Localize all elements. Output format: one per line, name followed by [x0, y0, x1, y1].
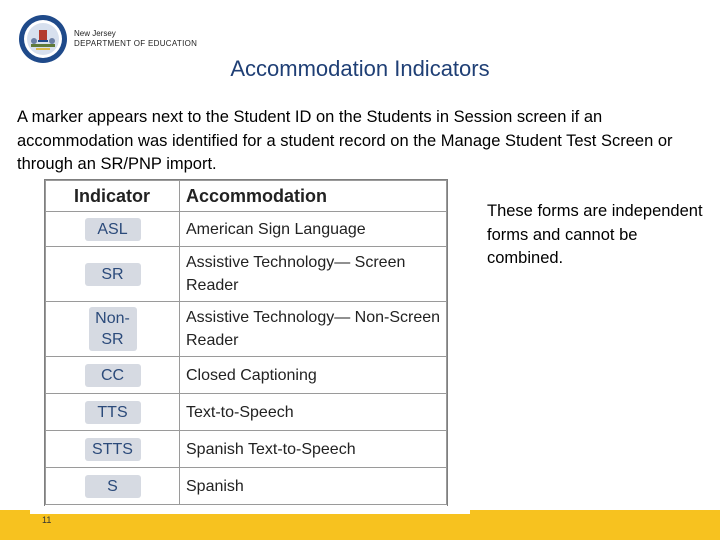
table-row: [46, 302, 447, 357]
indicator-badge: SR: [85, 263, 141, 286]
accommodation-table: [44, 179, 448, 508]
indicator-badge: CC: [85, 364, 141, 387]
indicator-column-header: Indicator: [46, 181, 180, 212]
table-header-row: [46, 181, 447, 212]
org-department-name: DEPARTMENT OF EDUCATION: [74, 39, 198, 48]
indicator-badge: STTS: [85, 438, 141, 461]
accommodation-column-header: Accommodation: [180, 181, 447, 212]
table-row: [46, 357, 447, 394]
accommodation-cell: Text-to-Speech: [180, 394, 447, 431]
indicator-badge: S: [85, 475, 141, 498]
indicator-badge: TTS: [85, 401, 141, 424]
footer-bar: [0, 510, 720, 540]
accommodation-cell: Closed Captioning: [180, 357, 447, 394]
accommodation-cell: American Sign Language: [180, 212, 447, 247]
indicator-badge: Non-SR: [89, 307, 137, 351]
table-row: [46, 394, 447, 431]
slide-body-text: A marker appears next to the Student ID on the Students in Session screen if an accommodation was identified for a student record on the Manage Student Test Screen or through an SR/PNP import.: [17, 108, 673, 173]
table-row: [46, 212, 447, 247]
table-row: [46, 431, 447, 468]
table-row: [46, 468, 447, 505]
page-number: 11: [42, 515, 52, 525]
accommodation-cell: Spanish: [180, 468, 447, 505]
org-state-name: New Jersey: [74, 29, 116, 38]
footer-divider: [30, 506, 470, 514]
side-note-text: These forms are independent forms and cannot be combined.: [487, 202, 703, 267]
table-row: [46, 247, 447, 302]
accommodation-cell: Assistive Technology— Screen Reader: [180, 247, 447, 302]
accommodation-cell: Assistive Technology— Non-Screen Reader: [180, 302, 447, 357]
indicator-badge: ASL: [85, 218, 141, 241]
slide-title: Accommodation Indicators: [230, 56, 490, 81]
accommodation-cell: Spanish Text-to-Speech: [180, 431, 447, 468]
